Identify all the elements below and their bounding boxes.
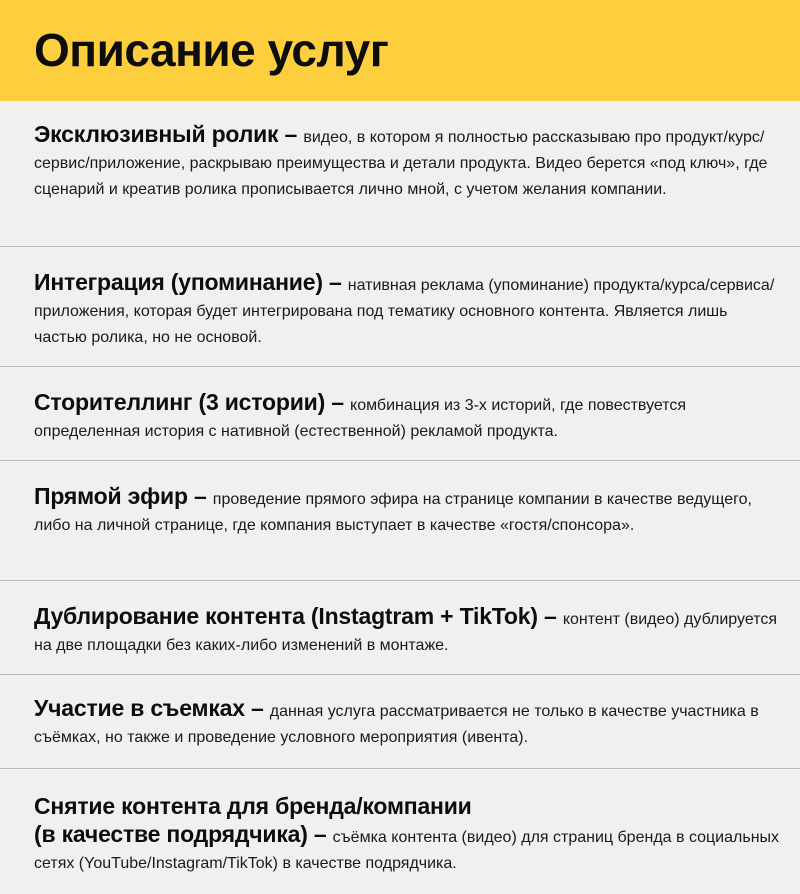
service-name: Участие в съемках – [34, 695, 270, 721]
service-text [34, 121, 780, 203]
service-item-content-duplication [0, 581, 800, 675]
service-description: видео, в котором я полностью рассказываю про продукт/курс/сервис/приложение, раскрываю преимущества и детали продукта. Видео берется «под ключ», где сценарий и креатив ролика прописывается лично мной, с учетом желания компании. [34, 129, 768, 198]
service-name: Эксклюзивный ролик – [34, 121, 304, 147]
service-name: Дублирование контента (Instagtram + TikTok) – [34, 603, 563, 629]
service-description: контент (видео) дублируется на две площадки без каких-либо изменений в монтаже. [34, 611, 778, 654]
service-text [34, 695, 780, 751]
header-banner [0, 0, 800, 101]
service-name: Интеграция (упоминание) – [34, 269, 348, 295]
service-text [34, 821, 780, 877]
services-list [0, 101, 800, 894]
service-name-line2: (в качестве подрядчика) – [34, 821, 333, 847]
service-item-brand-content-shooting [0, 769, 800, 894]
service-description: данная услуга рассматривается не только в качестве участника в съёмках, но также и проведение условного мероприятия (ивента). [34, 703, 759, 746]
service-item-shooting-participation [0, 675, 800, 769]
service-name: Сторителлинг (3 истории) – [34, 389, 351, 415]
service-item-storytelling [0, 367, 800, 461]
service-description: комбинация из 3-х историй, где повествуется определенная история с нативной (естественной) рекламой продукта. [34, 397, 687, 440]
service-name: Прямой эфир – [34, 483, 213, 509]
page-title: Описание услуг [34, 24, 389, 76]
service-text [34, 269, 780, 351]
service-text [34, 389, 780, 445]
service-text [34, 483, 780, 539]
service-item-integration [0, 247, 800, 367]
service-item-exclusive-video [0, 101, 800, 247]
service-name-line1: Снятие контента для бренда/компании [34, 793, 472, 819]
service-text [34, 603, 780, 659]
service-description: съёмка контента (видео) для страниц бренда в социальных сетях (YouTube/Instagram/TikTok) в качестве подрядчика. [34, 829, 780, 872]
service-description: проведение прямого эфира на странице компании в качестве ведущего, либо на личной странице, где компания выступает в качестве «гостя/спонсора». [34, 491, 752, 534]
service-item-live-stream [0, 461, 800, 581]
service-description: нативная реклама (упоминание) продукта/курса/сервиса/приложения, которая будет интегрирована под тематику основного контента. Является лишь частью ролика, но не основой. [34, 277, 775, 346]
